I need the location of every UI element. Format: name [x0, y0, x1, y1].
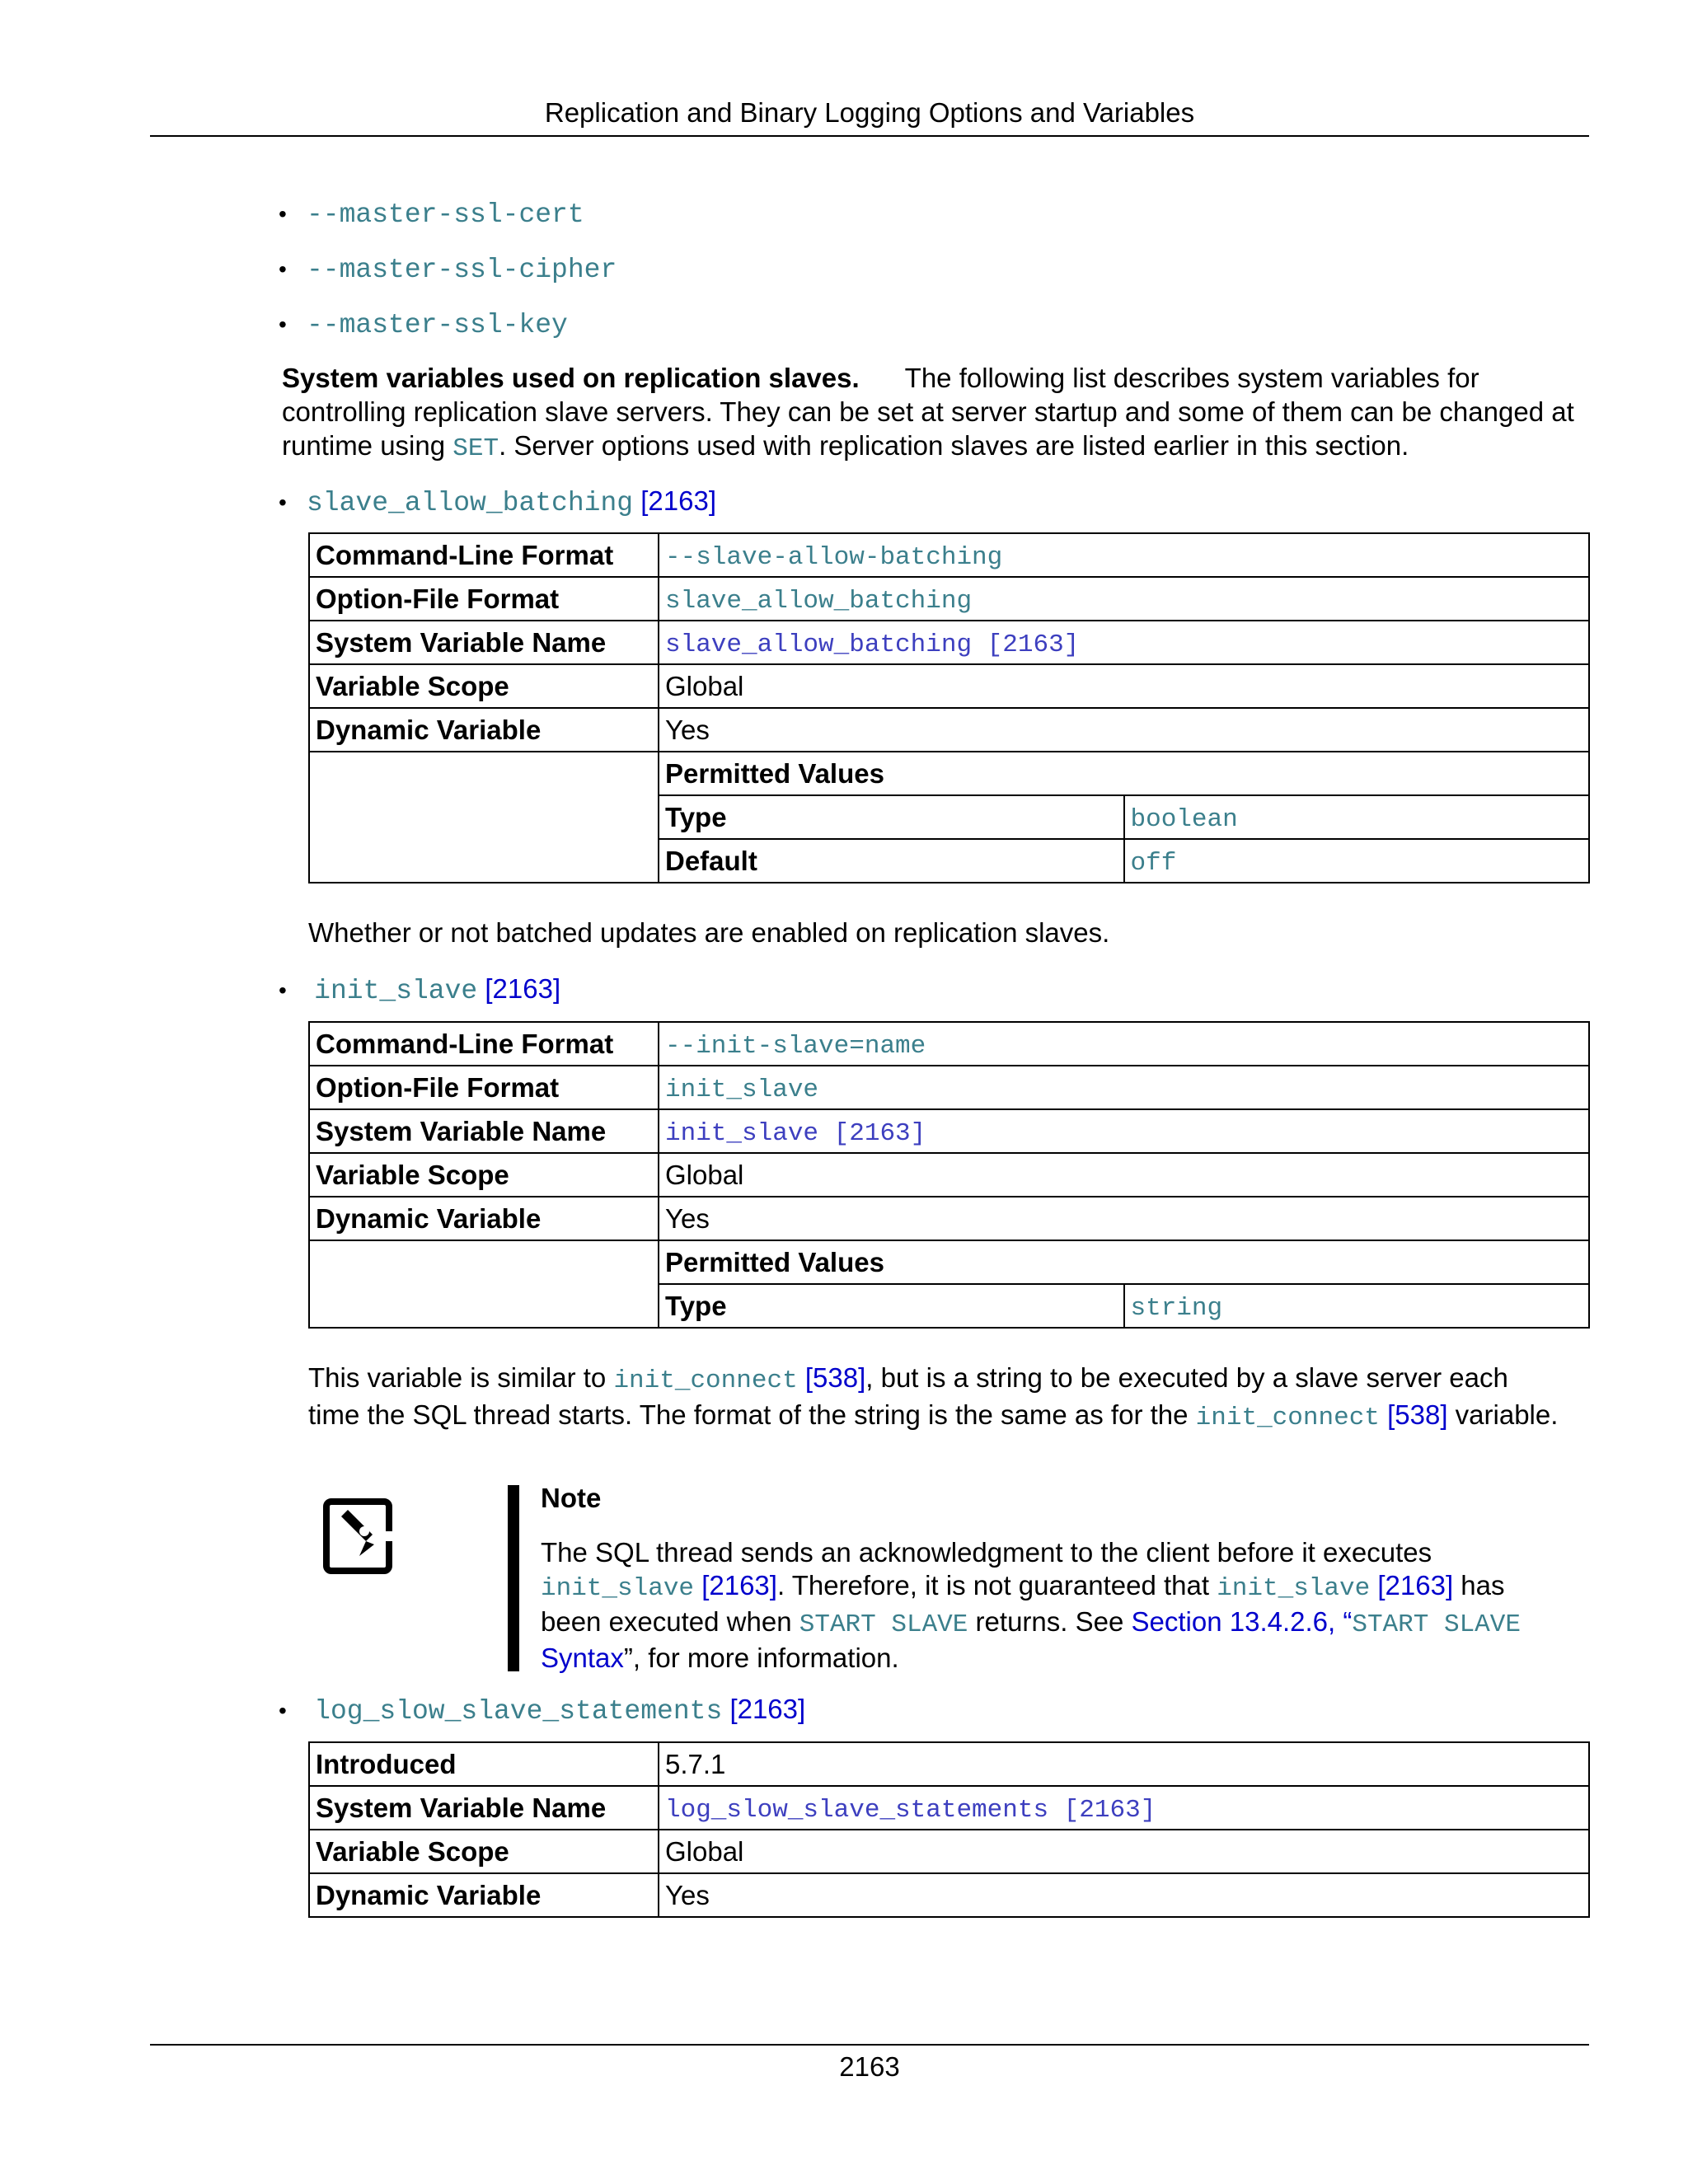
section-link-text[interactable]: Section 13.4.2.6, “: [1131, 1606, 1353, 1637]
row-label: Command-Line Format: [309, 1022, 659, 1066]
page-ref-link[interactable]: [2163]: [701, 1570, 777, 1601]
desc-text: , but is a string to be executed by a slave server each time the SQL thread starts. The format of the string is the same as for the: [308, 1362, 1508, 1430]
section-link-code[interactable]: START SLAVE: [1352, 1610, 1521, 1639]
table-row: [309, 752, 1589, 883]
page-ref-link[interactable]: [2163]: [729, 1694, 806, 1724]
default-label: Default: [659, 839, 1124, 882]
variable-heading-log-slow-slave-statements: [279, 1691, 805, 1730]
cmd-format-value: --init-slave=name: [665, 1031, 926, 1061]
default-value-text: off: [1130, 848, 1177, 878]
row-value: [659, 533, 1589, 577]
table-row: [309, 1197, 1589, 1240]
sysvar-link[interactable]: log_slow_slave_statements [2163]: [665, 1795, 1156, 1825]
row-value: Global: [659, 664, 1589, 708]
note-bar: [508, 1485, 519, 1671]
row-label: System Variable Name: [309, 1109, 659, 1153]
desc-text: variable.: [1447, 1399, 1559, 1430]
table-row: [309, 1742, 1589, 1786]
empty-cell: [309, 1240, 659, 1328]
type-label: Type: [659, 1284, 1124, 1327]
variable-description: [308, 1361, 1561, 1435]
note-text: The SQL thread sends an acknowledgment to the client before it executes: [541, 1537, 1432, 1568]
note-body: [541, 1536, 1530, 1675]
init-connect-code[interactable]: init_connect: [1195, 1404, 1380, 1432]
row-value: [659, 1786, 1589, 1830]
bullet-icon: •: [279, 977, 287, 1003]
row-label: Introduced: [309, 1742, 659, 1786]
sysvar-link[interactable]: init_slave [2163]: [665, 1118, 926, 1148]
type-label: Type: [659, 795, 1124, 839]
variable-name[interactable]: init_slave: [314, 976, 478, 1006]
row-label: System Variable Name: [309, 1786, 659, 1830]
intro-text: The following list describes system variables for controlling replication slave servers. They can be set at server startup and some of them can be changed at runtime using: [282, 363, 1574, 461]
row-label: Dynamic Variable: [309, 1197, 659, 1240]
row-label: Command-Line Format: [309, 533, 659, 577]
list-item: [279, 250, 617, 288]
page-number: 2163: [839, 2051, 900, 2082]
row-value: Yes: [659, 708, 1589, 752]
row-value: [659, 577, 1589, 621]
row-label: Dynamic Variable: [309, 1873, 659, 1917]
footer-rule: [150, 2044, 1589, 2046]
note-text: has been executed when: [541, 1570, 1505, 1637]
row-value: 5.7.1: [659, 1742, 1589, 1786]
row-label: Dynamic Variable: [309, 708, 659, 752]
row-label: Option-File Format: [309, 577, 659, 621]
init-slave-table: [308, 1021, 1590, 1329]
intro-text-end: . Server options used with replication slaves are listed earlier in this section.: [499, 430, 1409, 461]
row-value: Global: [659, 1830, 1589, 1873]
init-slave-code[interactable]: init_slave: [541, 1574, 695, 1603]
permitted-values-heading: Permitted Values: [659, 752, 1588, 795]
page-header: Replication and Binary Logging Options and Variables: [150, 92, 1589, 137]
section-link-text[interactable]: Syntax: [541, 1643, 624, 1673]
type-value: [1124, 1284, 1589, 1327]
table-row: [309, 577, 1589, 621]
permitted-values-cell: [659, 752, 1589, 883]
sysvar-link[interactable]: slave_allow_batching [2163]: [665, 630, 1080, 659]
note-text: returns. See: [968, 1606, 1132, 1637]
permitted-values-heading: Permitted Values: [659, 1241, 1588, 1284]
row-value: Yes: [659, 1873, 1589, 1917]
table-row: [309, 1830, 1589, 1873]
note-title: Note: [541, 1483, 602, 1513]
row-value: [659, 1066, 1589, 1109]
empty-cell: [309, 752, 659, 883]
option-name[interactable]: --master-ssl-key: [307, 310, 568, 340]
bullet-icon: •: [279, 490, 287, 515]
row-label: Variable Scope: [309, 664, 659, 708]
table-row: [309, 664, 1589, 708]
slave-allow-batching-table: [308, 532, 1590, 883]
option-name[interactable]: --master-ssl-cert: [307, 199, 584, 230]
desc-text: This variable is similar to: [308, 1362, 614, 1393]
log-slow-slave-statements-table: [308, 1741, 1590, 1918]
table-row: [309, 621, 1589, 664]
init-connect-code[interactable]: init_connect: [613, 1366, 798, 1395]
table-row: [309, 1109, 1589, 1153]
row-value: [659, 1109, 1589, 1153]
page-ref-link[interactable]: [2163]: [640, 485, 716, 516]
row-label: Variable Scope: [309, 1830, 659, 1873]
start-slave-code: START SLAVE: [799, 1610, 968, 1639]
variable-heading-slave-allow-batching: [279, 483, 716, 522]
set-code: SET: [452, 434, 499, 463]
table-row: [309, 1066, 1589, 1109]
table-row: [309, 1153, 1589, 1197]
intro-paragraph: [282, 361, 1576, 466]
bullet-icon: •: [279, 256, 287, 282]
bullet-icon: •: [279, 312, 287, 337]
note-icon: [323, 1498, 392, 1574]
list-item: [279, 305, 568, 344]
page-ref-link[interactable]: [2163]: [485, 973, 561, 1004]
variable-name[interactable]: log_slow_slave_statements: [314, 1696, 723, 1727]
row-value: [659, 621, 1589, 664]
bullet-icon: •: [279, 1698, 287, 1723]
page-ref-link[interactable]: [538]: [804, 1362, 866, 1393]
variable-description: Whether or not batched updates are enabled on replication slaves.: [308, 917, 1110, 948]
variable-name[interactable]: slave_allow_batching: [307, 488, 634, 518]
type-value-text: string: [1130, 1293, 1223, 1323]
row-value: Yes: [659, 1197, 1589, 1240]
bullet-icon: •: [279, 201, 287, 227]
table-row: [309, 708, 1589, 752]
note-text: . Therefore, it is not guaranteed that: [776, 1570, 1217, 1601]
row-label: Option-File Format: [309, 1066, 659, 1109]
table-row: [309, 1873, 1589, 1917]
type-value: [1124, 795, 1589, 839]
row-label: System Variable Name: [309, 621, 659, 664]
permitted-values-cell: [659, 1240, 1589, 1328]
row-value: [659, 1022, 1589, 1066]
variable-heading-init-slave: [279, 971, 560, 1010]
list-item: [279, 194, 584, 233]
table-row: [309, 1240, 1589, 1328]
init-slave-code[interactable]: init_slave: [1217, 1574, 1371, 1603]
table-row: [309, 1786, 1589, 1830]
page-ref-link[interactable]: [538]: [1387, 1399, 1448, 1430]
table-row: [309, 533, 1589, 577]
option-name[interactable]: --master-ssl-cipher: [307, 255, 617, 285]
row-value: Global: [659, 1153, 1589, 1197]
page-ref-link[interactable]: [2163]: [1377, 1570, 1454, 1601]
note-text: ”, for more information.: [623, 1643, 899, 1673]
table-row: [309, 1022, 1589, 1066]
opt-format-value: init_slave: [665, 1075, 819, 1104]
type-value-text: boolean: [1130, 804, 1238, 834]
opt-format-value: slave_allow_batching: [665, 586, 973, 616]
row-label: Variable Scope: [309, 1153, 659, 1197]
default-value: [1124, 839, 1589, 882]
cmd-format-value: --slave-allow-batching: [665, 542, 1003, 572]
intro-lead: System variables used on replication slaves.: [282, 363, 860, 393]
